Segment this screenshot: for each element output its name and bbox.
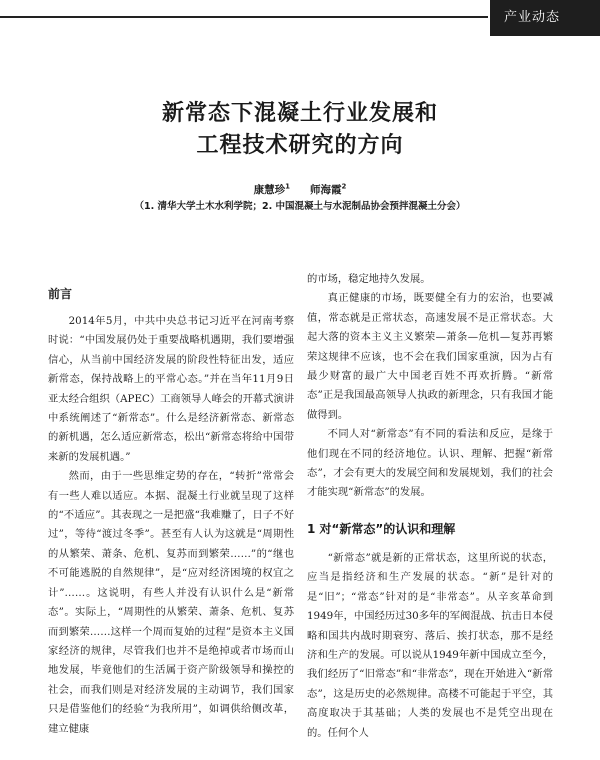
left-column — [48, 270, 294, 739]
right-column — [307, 270, 553, 743]
title-line-1: 新常态下混凝土行业发展和 — [161, 101, 438, 126]
section-heading-1: 1 对“新常态”的认识和理解 — [307, 521, 456, 536]
article-title — [0, 98, 600, 162]
right-paragraph-2: 不同人对“新常态”有不同的看法和反应，是缘于他们现在不同的经济地位。认识、理解、把握“新常态”，才会有更大的发展空间和发展规划，我们的社会才能实现“新常态”的发展。 — [307, 428, 553, 499]
preface-paragraph-1: 2014年5月，中共中央总书记习近平在河南考察时说：“中国发展仍处于重要战略机遇期，我们要增强信心，从当前中国经济发展的阶段性特征出发，适应新常态，保持战略上的平常心态。”并在当年11月9日亚太经合组织（APEC）工商领导人峰会的开幕式演讲中系统阐述了“新常态”。什么是经济新常态、新常态的新机遇，怎么适应新常态，松出“新常态将给中国带来新的发展机遇。” — [48, 315, 294, 463]
section-heading-preface: 前言 — [48, 287, 73, 301]
author-1-sup: 1 — [285, 182, 290, 191]
section-tag: 产业动态 — [490, 0, 600, 36]
author-line — [0, 182, 600, 197]
right-paragraph-1: 真正健康的市场，既要健全有力的宏治，也要减值，常态就是正常状态，高速发展不是正常状态。大起大落的资本主义主义繁荣—萧条—危机—复苏再繁荣这规律不应该，也不会在我们国家重演，因为占有最少财富的最广大中国老百姓不再欢折腾。“新常态”正是我国最高领导人执政的新理念，只有我国才能做得到。 — [307, 292, 553, 421]
author-1: 康慧珍 — [253, 184, 286, 196]
title-line-2: 工程技术研究的方向 — [196, 133, 404, 158]
affiliations: （1. 清华大学土木水利学院；2. 中国混凝土与水泥制品协会预拌混凝土分会） — [134, 201, 466, 212]
continuation-paragraph: 的市场，稳定地持久发展。 — [307, 273, 431, 285]
section-1-paragraph-1: “新常态”就是新的正常状态，这里所说的状态，应当是指经济和生产发展的状态。“新”是针对的是“旧”；“常态”针对的是“非常态”。从辛亥革命到1949年，中国经历过30多年的军阀混战、抗击日本侵略和国共内战时期衰穷、落后、挨打状态，那不是经济和生产的发展。可以说从1949年新中国成立至今，我们经历了“旧常态”和“非常态”，现在开始进入“新常态”，这是历史的必然规律。高楼不可能起于平空，其高度取决于其基础；人类的发展也不是凭空出现在的。任何个人 — [307, 551, 553, 739]
author-2-sup: 2 — [341, 182, 347, 191]
author-2: 师海霞 — [310, 184, 342, 196]
header-rule — [0, 16, 488, 18]
preface-paragraph-2: 然而，由于一些思维定势的存在，“转折”常常会有一些人难以适应。本据、混凝土行业就呈现了这样的“不适应”。其表现之一是把盛“我难赚了，日子不好过”，等待“渡过冬季”。甚至有人认为这就是“周期性的从繁荣、萧条、危机、复苏而到繁荣……”的“继也不可能逃脱的自然规律”，是“应对经济困境的权宜之计”……。这说明，有些人并没有认识什么是“新常态”。实际上，“周期性的从繁荣、萧条、危机、复苏而到繁荣……这样一个周而复始的过程”是资本主义国家经济的规律，尽管我们也并不是绝掉或者市场而山地发展，毕竟他们的生活属于资产阶级领导和操控的社会，而我们则是对经济发展的主动调节，我们国家只是借鉴他们的经验“为我所用”，如调供给侧改革，建立健康 — [48, 470, 294, 735]
